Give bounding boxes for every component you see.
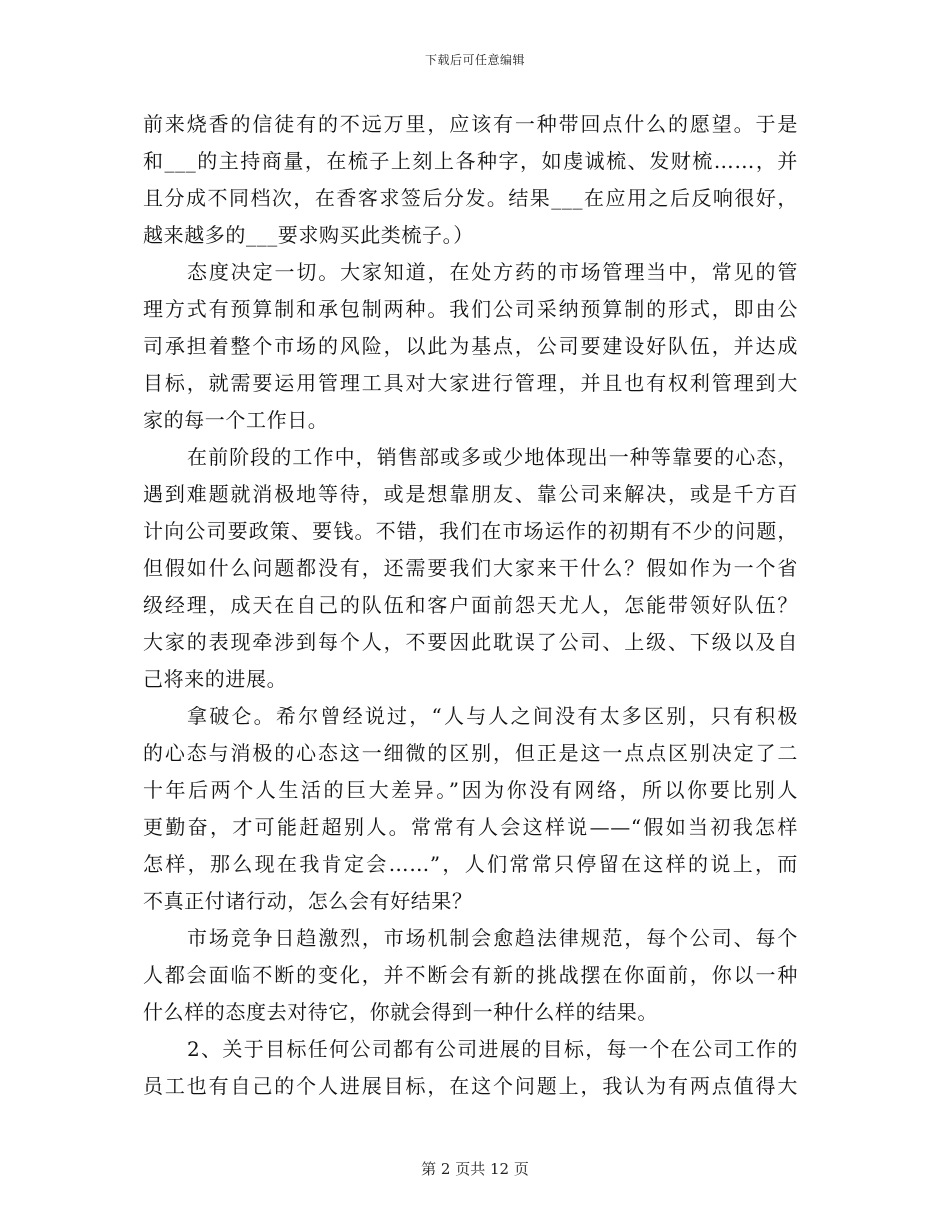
text-line: 十年后两个人生活的巨大差异。”因为你没有网络，所以你要比别人 — [143, 778, 798, 802]
text-line: 和___的主持商量，在梳子上刻上各种字，如虔诚梳、发财梳……，并 — [143, 149, 798, 173]
text-line: 且分成不同档次，在香客求签后分发。结果___在应用之后反响很好， — [143, 186, 798, 210]
text-line: 更勤奋，才可能赶超别人。常常有人会这样说——“假如当初我怎样 — [143, 815, 798, 839]
text-line: 越来越多的___要求购买此类梳子。） — [143, 223, 474, 247]
text-line: 大家的表现牵涉到每个人，不要因此耽误了公司、上级、下级以及自 — [143, 630, 798, 654]
text-line: 理方式有预算制和承包制两种。我们公司采纳预算制的形式，即由公 — [143, 297, 798, 321]
text-line: 前来烧香的信徒有的不远万里，应该有一种带回点什么的愿望。于是 — [143, 112, 798, 136]
text-line: 己将来的进展。 — [143, 667, 288, 691]
text-line: 的心态与消极的心态这一细微的区别，但正是这一点点区别决定了二 — [143, 741, 798, 765]
text-line: 遇到难题就消极地等待，或是想靠朋友、靠公司来解决，或是千方百 — [143, 482, 798, 506]
text-line: 什么样的态度去对待它，你就会得到一种什么样的结果。 — [143, 1000, 658, 1024]
text-line: 不真正付诸行动，怎么会有好结果？ — [143, 889, 473, 913]
text-line: 司承担着整个市场的风险，以此为基点，公司要建设好队伍，并达成 — [143, 334, 798, 358]
text-line: 家的每一个工作日。 — [143, 408, 329, 432]
page-number-footer: 第 2 页共 12 页 — [421, 1160, 529, 1178]
text-line: 2、关于目标任何公司都有公司进展的目标，每一个在公司工作的 — [187, 1037, 798, 1061]
text-line: 员工也有自己的个人进展目标，在这个问题上，我认为有两点值得大 — [143, 1074, 798, 1098]
text-line: 怎样，那么现在我肯定会……”，人们常常只停留在这样的说上，而 — [143, 852, 798, 876]
text-line: 在前阶段的工作中，销售部或多或少地体现出一种等靠要的心态， — [187, 445, 798, 469]
text-line: 人都会面临不断的变化，并不断会有新的挑战摆在你面前，你以一种 — [143, 963, 798, 987]
text-line: 态度决定一切。大家知道，在处方药的市场管理当中，常见的管 — [187, 260, 798, 284]
text-line: 拿破仑。希尔曾经说过，“人与人之间没有太多区别，只有积极 — [187, 704, 798, 728]
document-body — [143, 106, 798, 1105]
text-line: 但假如什么问题都没有，还需要我们大家来干什么？假如作为一个省 — [143, 556, 798, 580]
page-header: 下载后可任意编辑 — [424, 53, 525, 67]
text-line: 计向公司要政策、要钱。不错，我们在市场运作的初期有不少的问题， — [143, 519, 798, 543]
text-line: 目标，就需要运用管理工具对大家进行管理，并且也有权利管理到大 — [143, 371, 798, 395]
text-line: 市场竞争日趋激烈，市场机制会愈趋法律规范，每个公司、每个 — [187, 926, 798, 950]
text-line: 级经理，成天在自己的队伍和客户面前怨天尤人，怎能带领好队伍？ — [143, 593, 798, 617]
